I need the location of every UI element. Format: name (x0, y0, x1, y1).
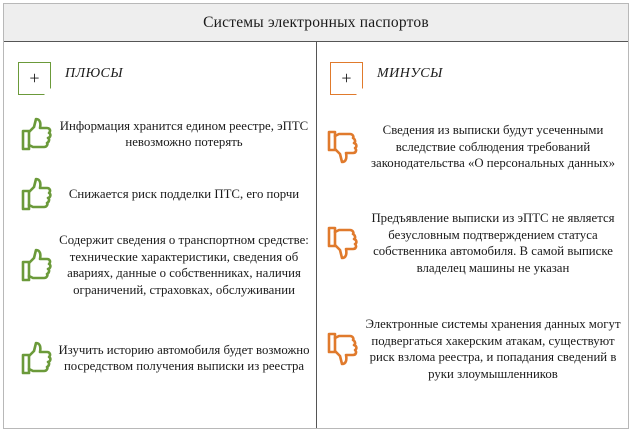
cons-item: Сведения из выписки будут усеченными вследствие соблюдения требований законодательства «О персональных данных» (322, 122, 624, 172)
thumbs-up-icon (16, 116, 56, 152)
column-divider (316, 42, 317, 428)
thumbs-up-icon (16, 176, 56, 212)
pros-plus-box: + (18, 62, 51, 95)
thumbs-up-icon (16, 247, 56, 283)
cons-plus-box: + (330, 62, 363, 95)
thumbs-down-icon (322, 331, 362, 367)
cons-header (330, 62, 443, 95)
pros-item: Снижается риск подделки ПТС, его порчи (16, 176, 312, 212)
thumbs-down-icon (322, 225, 362, 261)
pros-header (18, 62, 123, 95)
pros-title: ПЛЮСЫ (65, 65, 124, 81)
cons-title: МИНУСЫ (377, 65, 443, 81)
cons-item: Электронные системы хранения данных могут подвергаться хакерским атакам, существуют риск взлома реестра, и попадания сведений в руки злоумышленников (322, 316, 624, 382)
comparison-table (3, 3, 629, 429)
pros-item: Содержит сведения о транспортном средстве: технические характеристики, сведения об авариях, данные о собственниках, наличия ограничений, страховках, обслуживании (16, 232, 312, 298)
pros-item: Изучить историю автомобиля будет возможно посредством получения выписки из реестра (16, 340, 312, 376)
pros-item: Информация хранится едином реестре, эПТС невозможно потерять (16, 116, 312, 152)
thumbs-down-icon (322, 129, 362, 165)
thumbs-up-icon (16, 340, 56, 376)
table-title: Системы электронных паспортов (4, 4, 628, 42)
cons-item: Предъявление выписки из эПТС не является безусловным подтверждением статуса собственника автомобиля. В самой выписке владелец машины не указан (322, 210, 624, 276)
